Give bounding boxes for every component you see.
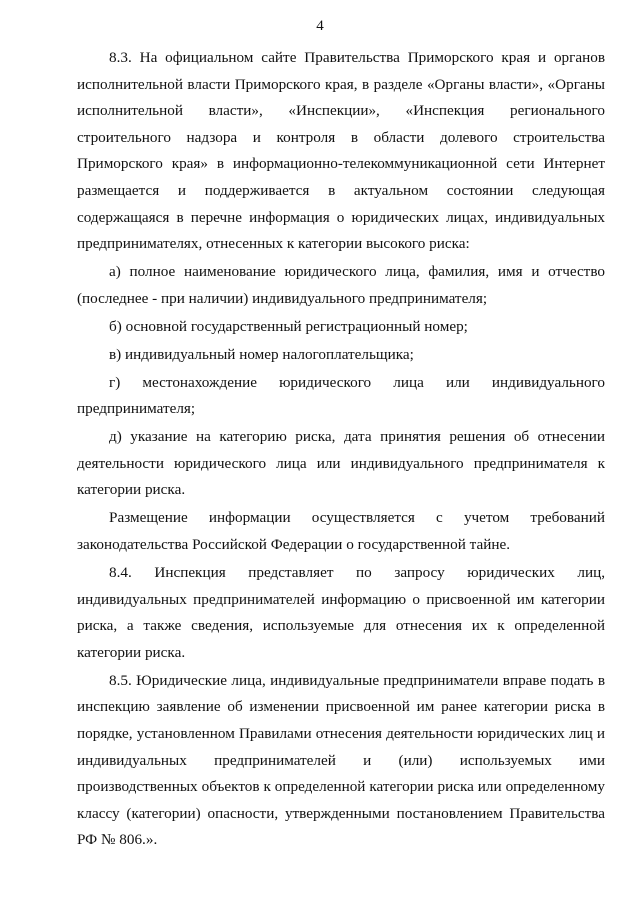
paragraph-placement: Размещение информации осуществляется с учетом требований законодательства Российской Федерации о государственной тайне. — [77, 509, 605, 554]
paragraph-8-3: 8.3. На официальном сайте Правительства Приморского края и органов исполнительной власти Приморского края, в разделе «Органы власти», «Органы исполнительной власти», «Инспекции», «Инспекция регионального строительного надзора и контроля в области долевого строительства Приморского края» в информационно-телекоммуникационной сети Интернет размещается и поддерживается в актуальном состоянии следующая содержащаяся в перечне информация о юридических лицах, индивидуальных предпринимателях, отнесенных к категории высокого риска: — [77, 49, 605, 253]
page-number: 4 — [316, 18, 324, 34]
list-item-d: д) указание на категорию риска, дата принятия решения об отнесении деятельности юридического лица или индивидуального предпринимателя к категории риска. — [77, 428, 605, 499]
list-item-g: г) местонахождение юридического лица или индивидуального предпринимателя; — [77, 373, 605, 418]
list-item-v: в) индивидуальный номер налогоплательщика; — [109, 345, 414, 363]
paragraph-8-4: 8.4. Инспекция представляет по запросу юридических лиц, индивидуальных предпринимателей информацию о присвоенной им категории риска, а также сведения, используемые для отнесения их к определенной категории риска. — [77, 564, 605, 661]
document-body — [77, 45, 605, 855]
paragraph-8-5: 8.5. Юридические лица, индивидуальные предприниматели вправе подать в инспекцию заявление об изменении присвоенной им ранее категории риска в порядке, установленном Правилами отнесения деятельности юридических лиц и индивидуальных предпринимателей и (или) используемых ими производственных объектов к определенной категории риска или определенному классу (категории) опасности, утвержденными постановлением Правительства РФ № 806.». — [77, 671, 605, 849]
list-item-a: а) полное наименование юридического лица, фамилия, имя и отчество (последнее - при наличии) индивидуального предпринимателя; — [77, 263, 605, 307]
list-item-b: б) основной государственный регистрационный номер; — [109, 317, 468, 335]
